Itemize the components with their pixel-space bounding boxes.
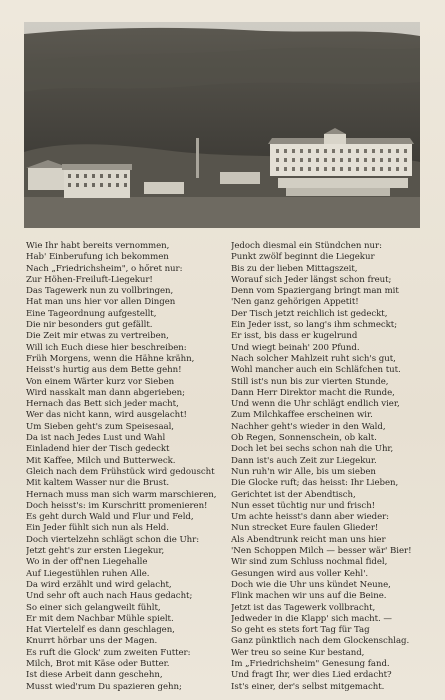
poem-line: Ob Regen, Sonnenschein, ob kalt. (231, 433, 377, 444)
poem-line: Mit Kaffee, Milch und Butterweck. (26, 455, 176, 466)
poem-line: Wo in der off'nen Liegehalle (26, 557, 148, 568)
poem-line: 'Nen ganz gehörigen Appetit! (231, 297, 359, 308)
poem-line: Ein Jeder isst, so lang's ihm schmeckt; (231, 320, 398, 331)
poem-line: Früh Morgens, wenn die Hähne krähn, (26, 353, 195, 364)
poem-line: Die Zeit mir etwas zu vertreiben, (26, 331, 169, 342)
poem-line: Nun esset tüchtig nur und frisch! (231, 500, 376, 511)
poem-line: Dann ist's auch Zeit zur Liegekur. (231, 455, 377, 466)
poem-line: Mit kaltem Wasser nur die Brust. (26, 478, 170, 489)
poem-line: Hernach das Bett sich jeder macht, (26, 399, 179, 410)
poem-line: Nach solcher Mahlzeit ruht sich's gut, (231, 353, 396, 364)
poem-line: Wir sind zum Schluss nochmal fidel, (231, 557, 388, 568)
poem-line: Hab' Einberufung ich bekommen (26, 252, 169, 263)
poem-line: Wie Ihr habt bereits vernommen, (26, 241, 170, 251)
poem-line: Die nir besonders gut gefällt. (26, 320, 153, 331)
poem-line: Heisst's hurtig aus dem Bette gehn! (26, 365, 182, 376)
poem-line: Ist's einer, der's selbst mitgemacht. (231, 681, 385, 692)
poem-line: So einer sich gelangweilt fühlt, (26, 602, 161, 613)
middle-house (220, 172, 260, 184)
poem-line: Und wenn die Uhr schlägt endlich vier, (231, 399, 400, 410)
poem-line: Zum Milchkaffee erscheinen wir. (231, 410, 373, 421)
chimney (196, 138, 199, 178)
poem-line: Still ist's nun bis zur vierten Stunde, (231, 376, 389, 387)
poem-line: Ist diese Arbeit dann geschehn, (26, 670, 163, 681)
poem-line: Will ich Euch diese hier beschreiben: (26, 342, 187, 353)
poem-left-column (26, 241, 226, 693)
poem-line: Dann Herr Direktor macht die Runde, (231, 387, 395, 398)
poem-line: Der Tisch jetzt reichlich ist gedeckt, (231, 308, 388, 319)
poem-line: Worauf sich Jeder längst schon freut; (231, 274, 392, 285)
poem-line: Nun strecket Eure faulen Glieder! (231, 523, 379, 534)
poem-line: Er isst, bis dass er kugelrund (231, 331, 358, 342)
poem-line: Ganz pünktlich nach dem Glockenschlag. (231, 636, 410, 647)
poem (0, 241, 445, 696)
poem-right-column (231, 241, 431, 693)
poem-line: Nachher geht's wieder in den Wald, (231, 421, 386, 432)
poem-line: Denn vom Spaziergang bringt man mit (231, 286, 399, 297)
poem-line: Um Sieben geht's zum Speisesaal, (26, 421, 174, 432)
poem-line: Eine Tageordnung aufgestellt, (26, 308, 157, 319)
foreground-meadow (24, 197, 420, 228)
poem-line: Er mit dem Nachbar Mühle spielt. (26, 613, 174, 624)
poem-line: Nun ruh'n wir Alle, bis um sieben (231, 466, 376, 477)
poem-line: 'Nen Schoppen Milch — besser wär' Bier! (231, 546, 412, 557)
poem-line: Und wiegt beinah' 200 Pfund. (231, 342, 360, 353)
poem-line: Es ruft die Glock' zum zweiten Futter: (26, 647, 191, 658)
poem-line: Gleich nach dem Frühstück wird gedouscht (26, 466, 215, 477)
poem-line: Gesungen wird aus voller Kehl'. (231, 568, 369, 579)
sanatorium-building (268, 128, 414, 196)
poem-line: Da ist nach Jedes Lust und Wahl (26, 433, 166, 444)
poem-line: Punkt zwölf beginnt die Liegekur (231, 252, 375, 263)
poem-line: Flink machen wir uns auf die Beine. (231, 591, 387, 602)
poem-line: Im „Friedrichsheim" Genesung fand. (231, 658, 390, 669)
poem-line: Musst wied'rum Du spazieren gehn; (26, 681, 182, 692)
landscape-image (24, 22, 420, 228)
poem-line: Wer das nicht kann, wird ausgelacht! (26, 410, 187, 421)
poem-line: Und sehr oft auch nach Haus gedacht; (26, 591, 193, 602)
poem-line: Bis zu der lieben Mittagszeit, (231, 263, 358, 274)
poem-line: Knurrt hörbar uns der Magen. (26, 636, 158, 647)
poem-line: Wird nasskalt man dann abgerieben; (26, 387, 185, 398)
poem-line: Von einem Wärter kurz vor Sieben (26, 376, 175, 387)
poem-line: Nach „Friedrichsheim", o hőret nur: (26, 263, 183, 274)
poem-line: Ein Jeder fühlt sich nun als Held. (26, 523, 169, 534)
poem-line: Und fragt Ihr, wer dies Lied erdacht? (231, 670, 392, 681)
poem-line: Doch wie die Uhr uns kündet Neune, (231, 579, 391, 590)
poem-line: Gerichtet ist der Abendtisch, (231, 489, 356, 500)
poem-line: Doch heisst's: im Kurschritt promenieren! (26, 500, 208, 511)
poem-line: Um achte heisst's dann aber wieder: (231, 512, 390, 523)
poem-line: Jedweder in die Klapp' sich macht. — (231, 613, 392, 624)
poem-line: Einladend hier der Tisch gedeckt (26, 444, 170, 455)
poem-line: Die Glocke ruft; das heisst: Ihr Lieben, (231, 478, 399, 489)
small-house (144, 182, 184, 194)
poem-line: Wer treu so seine Kur bestand, (231, 647, 365, 658)
poem-line: Milch, Brot mit Käse oder Butter. (26, 658, 170, 669)
sanatorium-photo (24, 22, 420, 228)
poem-line: So geht es stets fort Tag für Tag (231, 625, 370, 636)
poem-line: Doch viertelzehn schlägt schon die Uhr: (26, 534, 200, 545)
poem-line: Jedoch diesmal ein Stündchen nur: (231, 241, 382, 251)
poem-line: Wohl mancher auch ein Schläfchen tut. (231, 365, 401, 376)
poem-line: Das Tagewerk nun zu vollbringen, (26, 286, 174, 297)
poem-line: Jetzt ist das Tagewerk vollbracht, (231, 602, 376, 613)
poem-line: Hernach muss man sich warm marschieren, (26, 489, 217, 500)
poem-line: Da wird erzählt und wird gelacht, (26, 579, 172, 590)
poem-line: Jetzt geht's zur ersten Liegekur, (26, 546, 165, 557)
poem-line: Doch let bei sechs schon nah die Uhr, (231, 444, 394, 455)
poem-line: Zur Höhen-Freiluft-Liegekur! (26, 274, 153, 285)
poem-line: Hat Viertelelf es dann geschlagen, (26, 625, 175, 636)
poem-line: Hat man uns hier vor allen Dingen (26, 297, 176, 308)
poem-line: Es geht durch Wald und Flur und Feld, (26, 512, 194, 523)
poem-line: Auf Liegestühlen ruhen Alle. (26, 568, 150, 579)
poem-line: Als Abendtrunk reicht man uns hier (231, 534, 386, 545)
